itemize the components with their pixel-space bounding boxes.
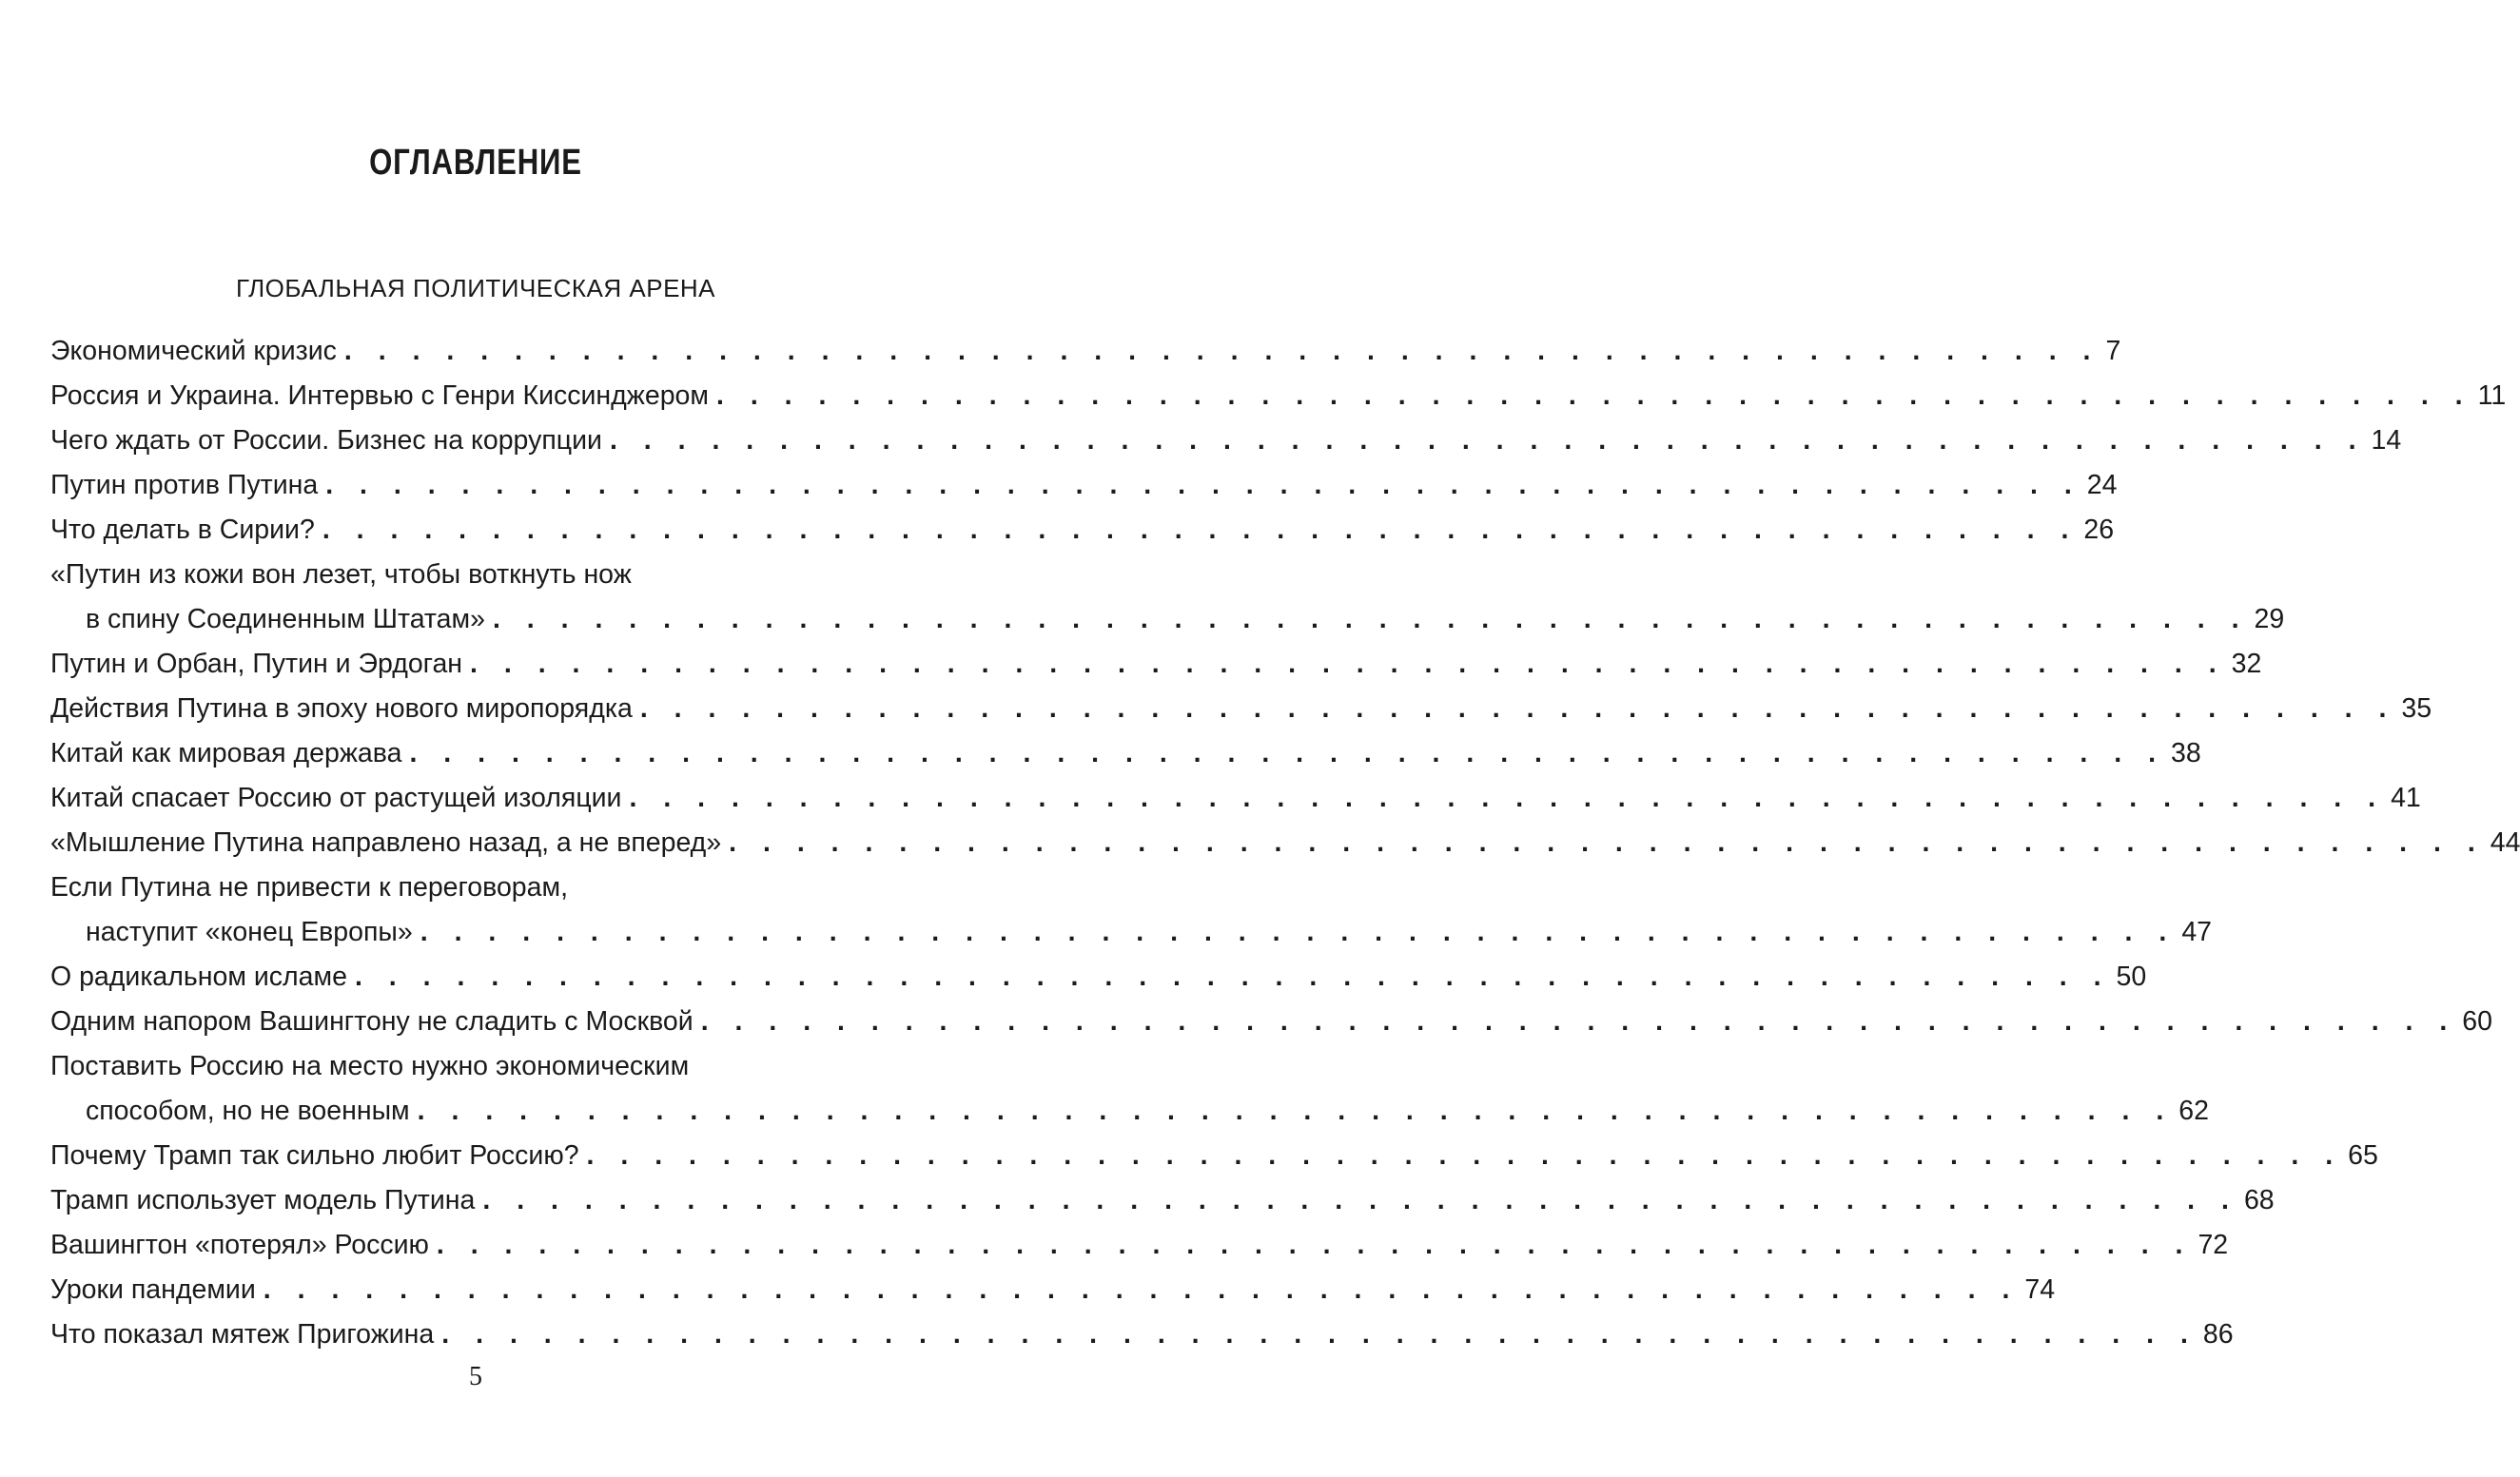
- toc-entry-title: «Мышление Путина направлено назад, а не вперед»: [50, 827, 722, 858]
- toc-entry[interactable]: [50, 1044, 2209, 1134]
- toc-entry-line: [50, 597, 2285, 642]
- toc-entry-title: Поставить Россию на место нужно экономическим: [50, 1051, 690, 1081]
- dot-leader: . . . . . . . . . . . . . . . . . . . . . . . . . . . . . . . . . . . . . . . . . . . . . . . . . . . .: [441, 1319, 2198, 1350]
- toc-entry-line: [50, 776, 2421, 821]
- toc-entry-page: 72: [2198, 1230, 2229, 1260]
- dot-leader: . . . . . . . . . . . . . . . . . . . . . . . . . . . . . . . . . . . . . . . . . . . . . . . . . . . .: [729, 827, 2485, 858]
- toc-entry-title: в спину Соединенным Штатам»: [86, 604, 485, 634]
- toc-entry-line: [50, 418, 2402, 463]
- toc-entry-page: 29: [2254, 604, 2285, 634]
- dot-leader: . . . . . . . . . . . . . . . . . . . . . . . . . . . . . . . . . . . . . . . . . . . . . . . . . . . .: [354, 962, 2111, 992]
- toc-entry[interactable]: [50, 1178, 2275, 1223]
- toc-entry-line: [50, 463, 2118, 508]
- dot-leader: . . . . . . . . . . . . . . . . . . . . . . . . . . . . . . . . . . . . . . . . . . . . . . . . . . . .: [700, 1006, 2457, 1037]
- dot-leader: . . . . . . . . . . . . . . . . . . . . . . . . . . . . . . . . . . . . . . . . . . . . . . . . . . . .: [409, 738, 2166, 768]
- toc-entry-line: [50, 955, 2147, 1000]
- toc-entry-line: [50, 821, 2520, 865]
- dot-leader: . . . . . . . . . . . . . . . . . . . . . . . . . . . . . . . . . . . . . . . . . . . . . . . . . . . .: [639, 693, 2396, 724]
- toc-entry-line: [50, 1312, 2234, 1357]
- toc-entry-line: [50, 731, 2201, 776]
- toc-entry-page: 60: [2462, 1006, 2492, 1037]
- dot-leader: . . . . . . . . . . . . . . . . . . . . . . . . . . . . . . . . . . . . . . . . . . . . . . . . . . . .: [325, 470, 2081, 500]
- toc-entry-page: 7: [2105, 336, 2121, 366]
- toc-entry-title: Трамп использует модель Путина: [50, 1185, 476, 1215]
- toc-entry-line: [50, 1000, 2492, 1044]
- dot-leader: . . . . . . . . . . . . . . . . . . . . . . . . . . . . . . . . . . . . . . . . . . . . . . . . . . . .: [629, 783, 2386, 813]
- dot-leader: . . . . . . . . . . . . . . . . . . . . . . . . . . . . . . . . . . . . . . . . . . . . . . . . . . . .: [417, 1096, 2174, 1126]
- dot-leader: . . . . . . . . . . . . . . . . . . . . . . . . . . . . . . . . . . . . . . . . . . . . . . . . . . . .: [263, 1274, 2020, 1305]
- toc-entry-page: 41: [2391, 783, 2421, 813]
- toc-entry-line: [50, 865, 842, 910]
- toc-entry-title: Если Путина не привести к переговорам,: [50, 872, 569, 903]
- dot-leader: . . . . . . . . . . . . . . . . . . . . . . . . . . . . . . . . . . . . . . . . . . . . . . . . . . . .: [609, 425, 2366, 456]
- toc-entry[interactable]: [50, 1312, 2234, 1357]
- section-title: ГЛОБАЛЬНАЯ ПОЛИТИЧЕСКАЯ АРЕНА: [235, 274, 716, 302]
- toc-entry-page: 65: [2348, 1140, 2378, 1171]
- dot-leader: . . . . . . . . . . . . . . . . . . . . . . . . . . . . . . . . . . . . . . . . . . . . . . . . . . . .: [343, 336, 2100, 366]
- toc-entry-line: [50, 1178, 2275, 1223]
- toc-entry-line: [50, 687, 2432, 731]
- toc-entry-title: Действия Путина в эпоху нового миропорядка: [50, 693, 633, 724]
- toc-entry[interactable]: [50, 508, 2115, 553]
- toc-entry[interactable]: [50, 329, 2121, 374]
- toc-entry-title: О радикальном исламе: [50, 962, 347, 992]
- toc-entry[interactable]: [50, 553, 2285, 642]
- toc-entry-page: 11: [2477, 380, 2507, 411]
- toc-entry-page: 32: [2231, 649, 2262, 679]
- toc-entry-page: 68: [2243, 1185, 2275, 1215]
- dot-leader: . . . . . . . . . . . . . . . . . . . . . . . . . . . . . . . . . . . . . . . . . . . . . . . . . . . .: [716, 380, 2472, 411]
- toc-entry-line: [50, 553, 842, 597]
- toc-entry-page: 24: [2086, 470, 2118, 500]
- toc-entry-page: 86: [2202, 1319, 2234, 1350]
- toc-entry[interactable]: [50, 642, 2262, 687]
- page-number: 5: [469, 1362, 482, 1391]
- toc-entry[interactable]: [50, 731, 2201, 776]
- dot-leader: . . . . . . . . . . . . . . . . . . . . . . . . . . . . . . . . . . . . . . . . . . . . . . . . . . . .: [322, 515, 2079, 545]
- toc-entry-page: 62: [2178, 1096, 2209, 1126]
- toc-entry-line: [50, 508, 2115, 553]
- toc-entry-line: [50, 374, 2507, 418]
- toc-entry-line: [50, 1223, 2229, 1268]
- dot-leader: . . . . . . . . . . . . . . . . . . . . . . . . . . . . . . . . . . . . . . . . . . . . . . . . . . . .: [586, 1140, 2343, 1171]
- toc-entry-line: [50, 329, 2121, 374]
- toc-entry-title: способом, но не военным: [86, 1096, 410, 1126]
- toc-entry-title: «Путин из кожи вон лезет, чтобы воткнуть нож: [50, 559, 632, 590]
- toc-entry-title: Экономический кризис: [50, 336, 337, 366]
- toc-entry-page: 47: [2181, 917, 2213, 947]
- toc-entry-page: 50: [2116, 962, 2147, 992]
- toc-entry-title: Китай как мировая держава: [50, 738, 402, 768]
- toc-entry[interactable]: [50, 1000, 2492, 1044]
- dot-leader: . . . . . . . . . . . . . . . . . . . . . . . . . . . . . . . . . . . . . . . . . . . . . . . . . . . .: [492, 604, 2249, 634]
- toc-entry-page: 26: [2083, 515, 2115, 545]
- toc-entry[interactable]: [50, 955, 2147, 1000]
- toc-entry-title: Что показал мятеж Пригожина: [50, 1319, 435, 1350]
- toc-entry-title: Путин и Орбан, Путин и Эрдоган: [50, 649, 463, 679]
- toc-entry-page: 38: [2171, 738, 2201, 768]
- toc-entry-title: Чего ждать от России. Бизнес на коррупции: [50, 425, 602, 456]
- toc-entry-page: 74: [2024, 1274, 2056, 1305]
- dot-leader: . . . . . . . . . . . . . . . . . . . . . . . . . . . . . . . . . . . . . . . . . . . . . . . . . . . .: [482, 1185, 2238, 1215]
- toc-entry[interactable]: [50, 865, 2213, 955]
- toc-entry-title: Путин против Путина: [50, 470, 319, 500]
- toc-entry[interactable]: [50, 821, 2520, 865]
- toc-entry[interactable]: [50, 463, 2118, 508]
- toc-entry[interactable]: [50, 687, 2432, 731]
- toc-entry-line: [50, 1268, 2056, 1312]
- toc-entry-page: 44: [2490, 827, 2520, 858]
- toc-entry-title: Вашингтон «потерял» Россию: [50, 1230, 429, 1260]
- toc-entry-title: Россия и Украина. Интервью с Генри Киссинджером: [50, 380, 709, 411]
- toc-entry[interactable]: [50, 1223, 2229, 1268]
- toc-entry-title: наступит «конец Европы»: [86, 917, 413, 947]
- toc-entry-page: 35: [2401, 693, 2432, 724]
- toc-entry-line: [50, 642, 2262, 687]
- toc-entry[interactable]: [50, 776, 2421, 821]
- toc-entry[interactable]: [50, 1134, 2378, 1178]
- toc-entry-title: Китай спасает Россию от растущей изоляции: [50, 783, 622, 813]
- toc-entry-title: Что делать в Сирии?: [50, 515, 315, 545]
- dot-leader: . . . . . . . . . . . . . . . . . . . . . . . . . . . . . . . . . . . . . . . . . . . . . . . . . . . .: [436, 1230, 2193, 1260]
- dot-leader: . . . . . . . . . . . . . . . . . . . . . . . . . . . . . . . . . . . . . . . . . . . . . . . . . . . .: [420, 917, 2177, 947]
- dot-leader: . . . . . . . . . . . . . . . . . . . . . . . . . . . . . . . . . . . . . . . . . . . . . . . . . . . .: [470, 649, 2226, 679]
- toc-entry-page: 14: [2371, 425, 2402, 456]
- toc-entry[interactable]: [50, 374, 2507, 418]
- toc-entry-line: [50, 1134, 2378, 1178]
- table-of-contents: [50, 329, 2520, 1357]
- toc-entry-title: Уроки пандемии: [50, 1274, 256, 1305]
- toc-entry-line: [50, 1044, 842, 1089]
- page-title: ОГЛАВЛЕНИЕ: [369, 143, 582, 183]
- toc-entry-title: Одним напором Вашингтону не сладить с Москвой: [50, 1006, 693, 1037]
- toc-entry[interactable]: [50, 1268, 2056, 1312]
- toc-entry-line: [50, 910, 2213, 955]
- toc-entry[interactable]: [50, 418, 2402, 463]
- toc-entry-line: [50, 1089, 2209, 1134]
- toc-entry-title: Почему Трамп так сильно любит Россию?: [50, 1140, 579, 1171]
